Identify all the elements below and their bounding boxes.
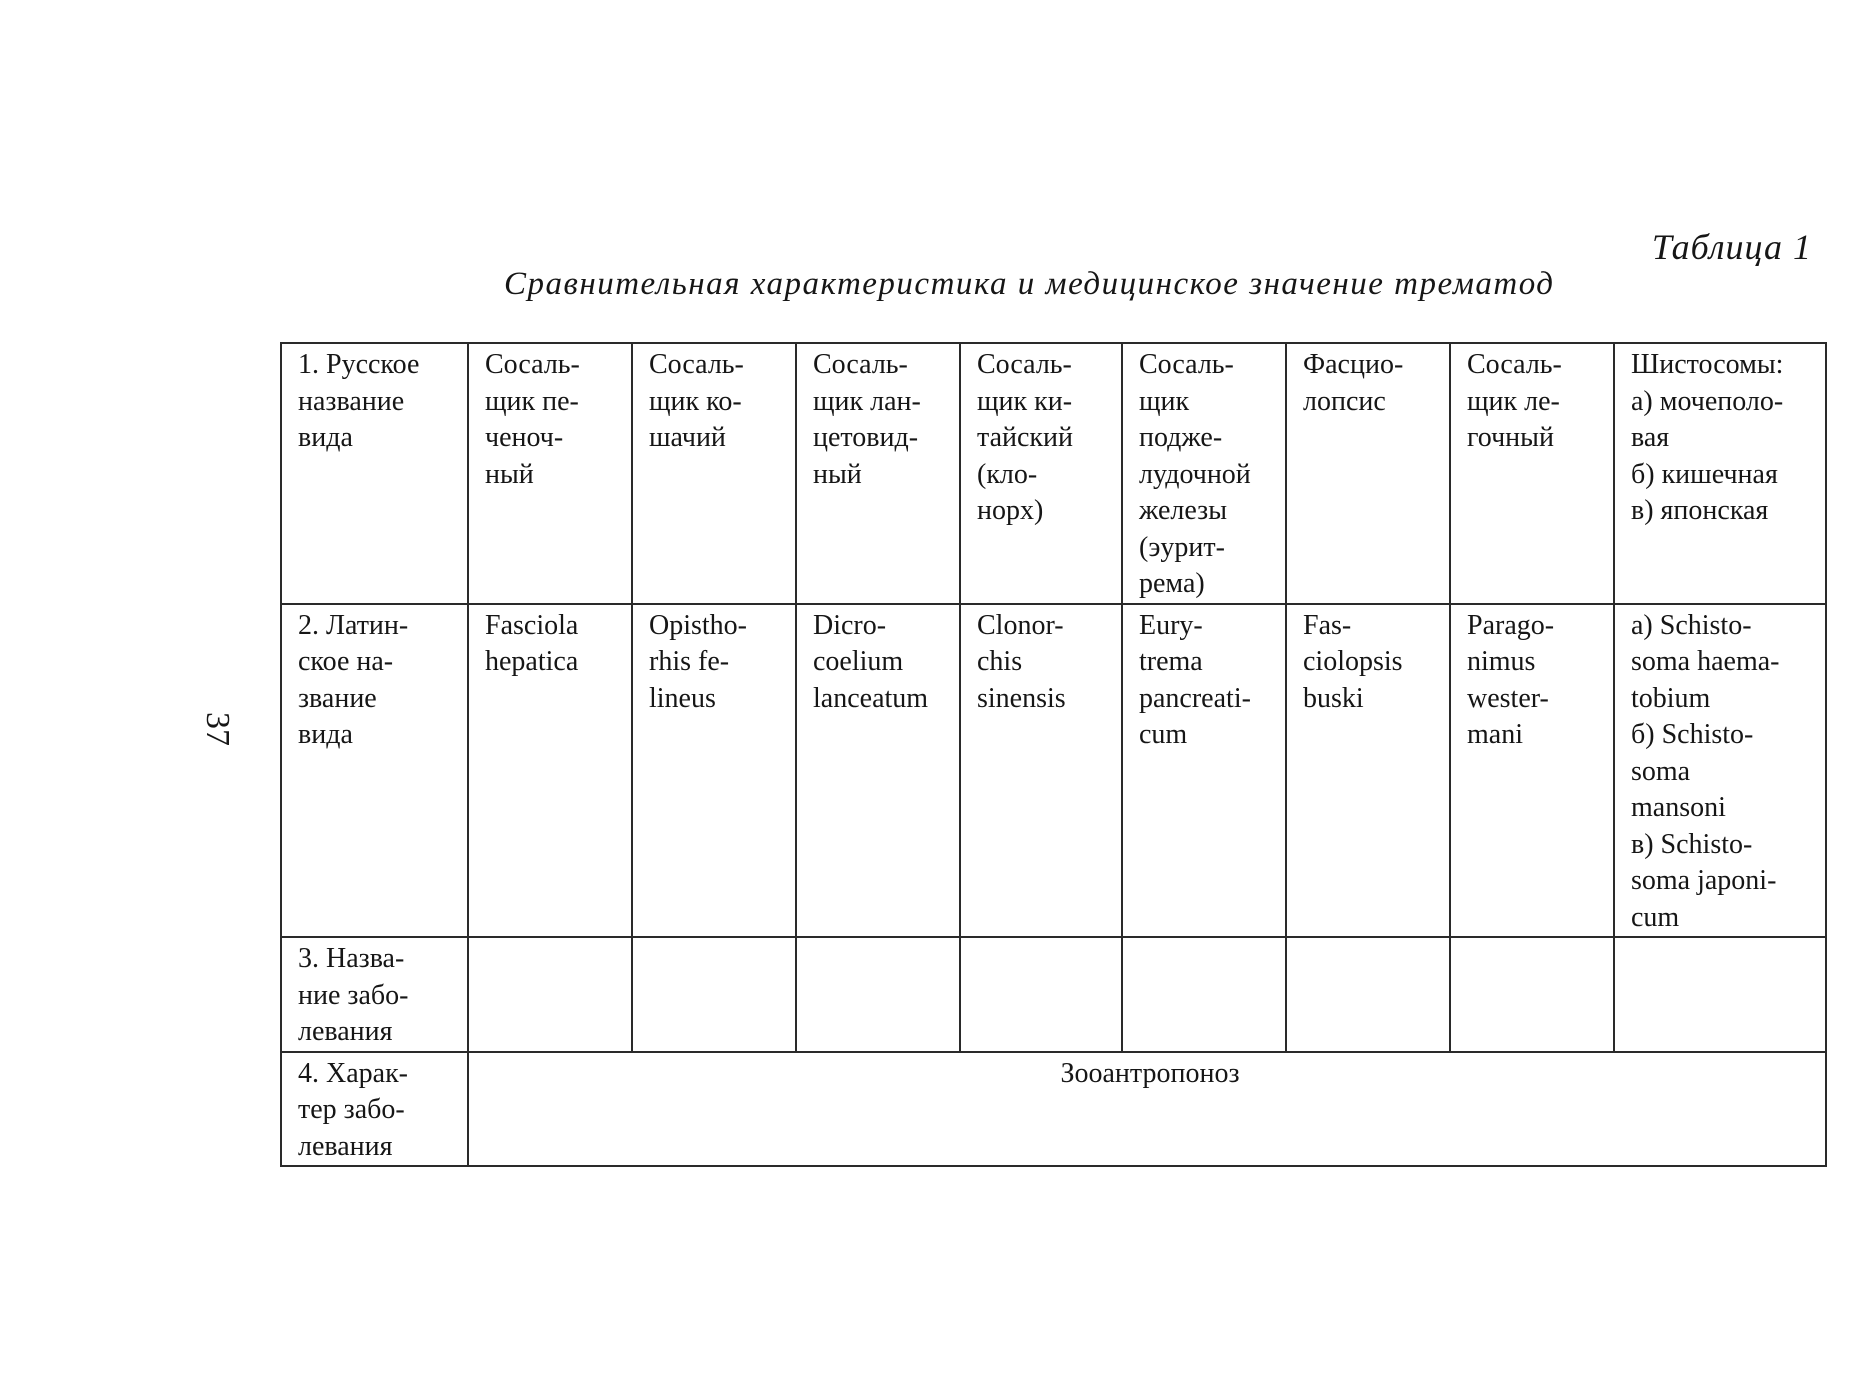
page-number: 37 [199,712,236,746]
table-row-disease-name [281,937,1826,1052]
table-row-russian-name [281,343,1826,604]
cell-disease-name [1286,937,1450,1052]
cell-russian-name: Сосаль- щик пе- ченоч- ный [468,343,632,604]
cell-latin-name: Fas- ciolopsis buski [1286,604,1450,938]
cell-russian-name: Шистосомы: а) мочеполо- вая б) кишечная в) японская [1614,343,1826,604]
table-row-latin-name [281,604,1826,938]
cell-russian-name: Сосаль- щик ле- гочный [1450,343,1614,604]
cell-latin-name: Eury- trema pancreati- cum [1122,604,1286,938]
row-header-disease-character: 4. Харак- тер забо- левания [281,1052,468,1167]
cell-latin-name: Dicro- coelium lanceatum [796,604,960,938]
row-header-russian-name: 1. Русское название вида [281,343,468,604]
row-header-latin-name: 2. Латин- ское на- звание вида [281,604,468,938]
cell-disease-name [1450,937,1614,1052]
cell-russian-name: Фасцио- лопсис [1286,343,1450,604]
cell-latin-name: Opistho- rhis fe- lineus [632,604,796,938]
cell-russian-name: Сосаль- щик лан- цетовид- ный [796,343,960,604]
cell-russian-name: Сосаль- щик подже- лудочной железы (эурит- рема) [1122,343,1286,604]
cell-latin-name: Fasciola hepatica [468,604,632,938]
table-caption: Сравнительная характеристика и медицинское значение трематод [504,266,1555,302]
cell-disease-name [632,937,796,1052]
cell-disease-name [960,937,1122,1052]
cell-latin-name: а) Schisto- soma haema- tobium б) Schisto- soma mansoni в) Schisto- soma japoni- cum [1614,604,1826,938]
table-number-label: Таблица 1 [1651,227,1812,267]
cell-disease-name [468,937,632,1052]
cell-disease-character-merged: Зооантропоноз [468,1052,1826,1167]
cell-disease-name [1122,937,1286,1052]
cell-latin-name: Parago- nimus wester- mani [1450,604,1614,938]
trematode-comparison-table [280,342,1827,1167]
cell-latin-name: Clonor- chis sinensis [960,604,1122,938]
cell-russian-name: Сосаль- щик ки- тайский (кло- норх) [960,343,1122,604]
row-header-disease-name: 3. Назва- ние забо- левания [281,937,468,1052]
cell-disease-name [1614,937,1826,1052]
cell-russian-name: Сосаль- щик ко- шачий [632,343,796,604]
table-row-disease-character [281,1052,1826,1167]
cell-disease-name [796,937,960,1052]
